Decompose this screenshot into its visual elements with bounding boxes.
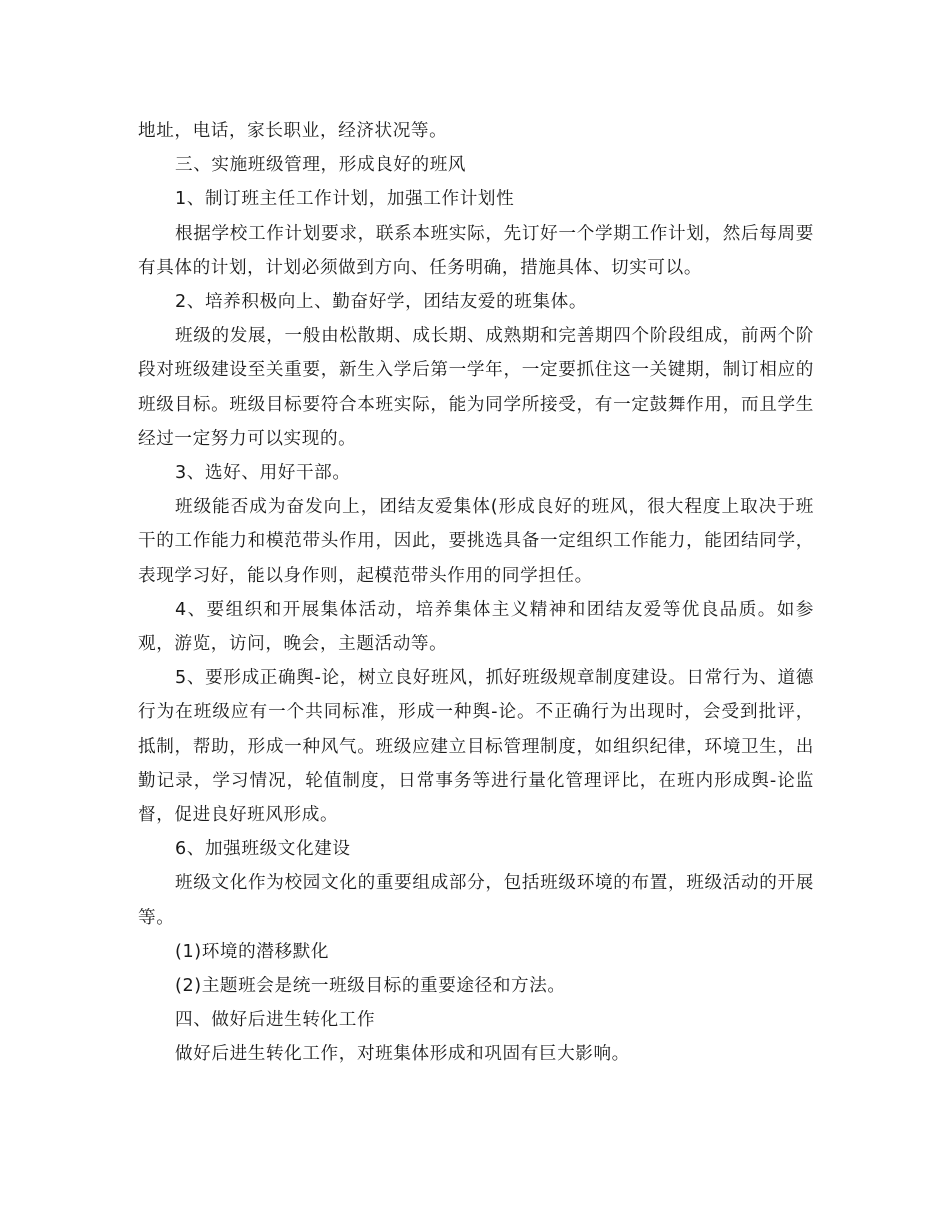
document-body: [138, 114, 814, 1072]
subheading: 6、加强班级文化建设: [175, 839, 351, 860]
paragraph: 班级文化作为校园文化的重要组成部分，包括班级环境的布置，班级活动的开展等。: [138, 873, 814, 928]
paragraph: 班级能否成为奋发向上，团结友爱集体(形成良好的班风，很大程度上取决于班干的工作能力和模范带头作用，因此，要挑选具备一定组织工作能力，能团结同学，表现学习好，能以身作则，起模范带头作用的同学担任。: [138, 497, 814, 586]
list-item: (1)环境的潜移默化: [175, 941, 330, 962]
paragraph: 地址，电话，家长职业，经济状况等。: [138, 121, 448, 141]
paragraph: 根据学校工作计划要求，联系本班实际，先订好一个学期工作计划，然后每周要有具体的计划，计划必须做到方向、任务明确，措施具体、切实可以。: [138, 223, 814, 278]
paragraph: 班级的发展，一般由松散期、成长期、成熟期和完善期四个阶段组成，前两个阶段对班级建设至关重要，新生入学后第一学年，一定要抓住这一关键期，制订相应的班级目标。班级目标要符合本班实际，能为同学所接受，有一定鼓舞作用，而且学生经过一定努力可以实现的。: [138, 326, 814, 449]
subheading: 3、选好、用好干部。: [175, 463, 351, 484]
subheading: 1、制订班主任工作计划，加强工作计划性: [175, 189, 515, 210]
paragraph: 5、要形成正确舆-论，树立良好班风，抓好班级规章制度建设。日常行为、道德行为在班级应有一个共同标准，形成一种舆-论。不正确行为出现时，会受到批评，抵制，帮助，形成一种风气。班级应建立目标管理制度，如组织纪律，环境卫生，出勤记录，学习情况，轮值制度，日常事务等进行量化管理评比，在班内形成舆-论监督，促进良好班风形成。: [138, 668, 814, 826]
subheading: 2、培养积极向上、勤奋好学，团结友爱的班集体。: [175, 292, 588, 313]
list-item: (2)主题班会是统一班级目标的重要途径和方法。: [175, 976, 566, 997]
paragraph: 4、要组织和开展集体活动，培养集体主义精神和团结友爱等优良品质。如参观，游览，访问，晚会，主题活动等。: [138, 599, 814, 655]
paragraph: 做好后进生转化工作，对班集体形成和巩固有巨大影响。: [175, 1044, 630, 1065]
section-heading: 四、做好后进生转化工作: [175, 1010, 376, 1031]
section-heading: 三、实施班级管理，形成良好的班风: [175, 155, 467, 176]
